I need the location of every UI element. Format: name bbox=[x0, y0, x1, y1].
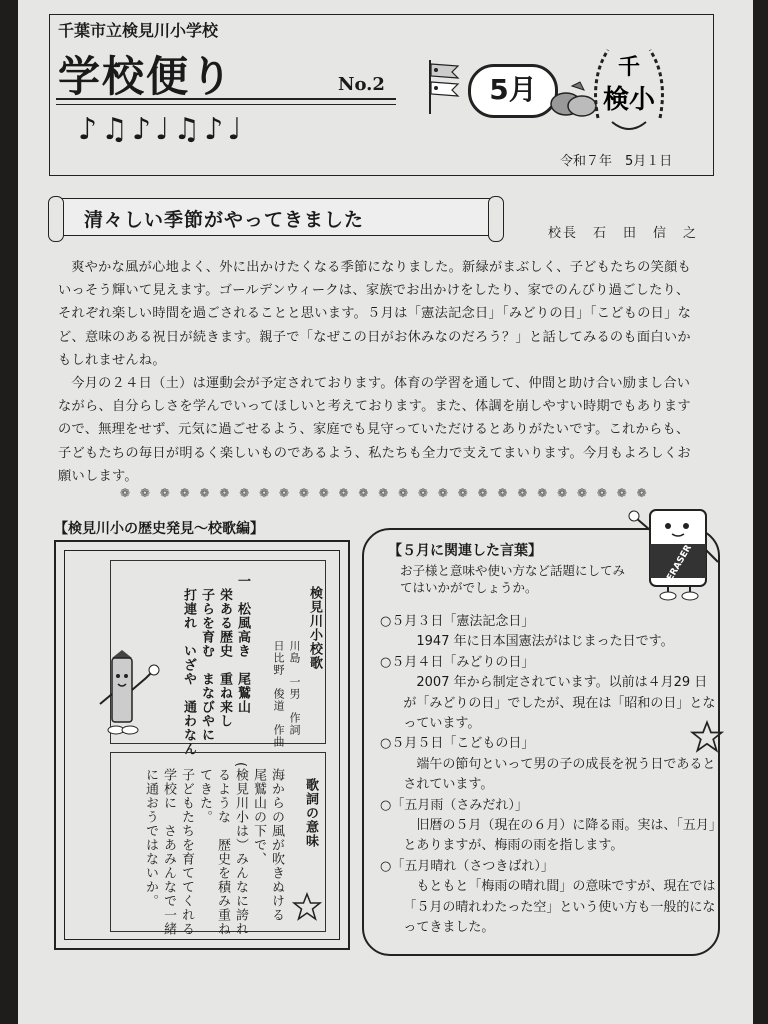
month-badge: 5月 bbox=[468, 64, 558, 118]
school-name: 千葉市立検見川小学校 bbox=[58, 21, 219, 40]
words-section-title: 【５月に関連した言葉】 bbox=[388, 543, 542, 559]
words-list-item bbox=[380, 612, 716, 653]
issue-number: No.2 bbox=[338, 74, 385, 95]
principal-name: 校長 石 田 信 之 bbox=[548, 226, 699, 241]
song-verse-line: 子らを育む まなびやに bbox=[199, 588, 214, 742]
lyrics-meaning-line: 子どもたちを育ててくれる bbox=[179, 768, 194, 936]
song-lyricist: 川島 一男 作詞 bbox=[288, 640, 301, 736]
word-heading: ○「五月雨（さみだれ）」 bbox=[380, 797, 528, 813]
word-description: 2007 年から制定されています。以前は４月29 日が「みどりの日」でしたが、現在は「昭和の日」となっています。 bbox=[403, 675, 716, 732]
school-emblem bbox=[588, 38, 670, 138]
eraser-character-icon bbox=[628, 500, 724, 608]
lyrics-meaning-line: てきた。 bbox=[197, 768, 212, 824]
star-icon bbox=[292, 892, 322, 922]
koinobori-icon bbox=[426, 58, 462, 114]
lyrics-meaning-title: 歌詞の意味 bbox=[303, 778, 318, 848]
words-list-item bbox=[380, 653, 716, 735]
lyrics-meaning-line: 尾鷲山の下で、 bbox=[251, 768, 266, 866]
article-heading: 清々しい季節がやってきました bbox=[84, 209, 365, 231]
title-underline bbox=[56, 98, 396, 105]
pencil-character-icon bbox=[82, 650, 170, 740]
lyrics-meaning-line: (検見川小は）みんなに誇れ bbox=[233, 762, 248, 937]
word-description: もともと「梅雨の晴れ間」の意味ですが、現在では「５月の晴れわたった空」という使い方も一般的になってきました。 bbox=[403, 879, 716, 936]
newsletter-title: 学校便り bbox=[58, 52, 235, 101]
lyrics-meaning-line: 海からの風が吹きぬける bbox=[269, 768, 284, 922]
history-section-title: 【検見川小の歴史発見～校歌編】 bbox=[54, 521, 264, 537]
banner-scroll-right bbox=[488, 196, 504, 242]
emblem-text: 検小 bbox=[602, 85, 656, 115]
article-body bbox=[58, 256, 698, 488]
song-verse-line: 打連れ いざや 通わなん bbox=[181, 588, 196, 756]
svg-text:千: 千 bbox=[617, 55, 641, 80]
words-list-item bbox=[380, 857, 716, 939]
article-paragraph: 爽やかな風が心地よく、外に出かけたくなる季節になりました。新緑がまぶしく、子どもたちの笑顔もいっそう輝いて見えます。ゴールデンウィークは、家族でお出かけをしたり、家でのんびり過ごしたり、それぞれ楽しい時間を過ごされることと思います。５月は「憲法記念日」「みどりの日」「こどもの日」など、意味のある祝日が続きます。親子で「なぜこの日がお休みなのだろう？」と話してみるのも面白いかもしれませんね。 bbox=[58, 260, 692, 368]
issue-date: 令和７年 5月１日 bbox=[560, 154, 673, 169]
word-description: 端午の節句といって男の子の成長を祝う日であるとされています。 bbox=[403, 756, 716, 793]
article-paragraph: 今月の２４日（土）は運動会が予定されております。体育の学習を通して、仲間と助け合い励まし合いながら、自分らしさを学んでいってほしいと考えております。また、体調を崩しやすい時期でもありますので、無理をせず、元気に過ごせるよう、家庭でも見守っていただけるとありがたいです。これからも、子どもたちの毎日が明るく楽しいものであるよう、私たちも全力で支えてまいります。今月もよろしくお願いします。 bbox=[58, 376, 691, 484]
word-heading: ○５月５日「こどもの日」 bbox=[380, 736, 535, 752]
song-composer: 日比野 俊道 作曲 bbox=[272, 640, 285, 748]
words-list bbox=[380, 612, 716, 939]
star-icon bbox=[690, 720, 724, 754]
lyrics-meaning-line: 学校に さあみんなで一緒 bbox=[161, 768, 176, 936]
eraser-label: ERASER bbox=[665, 543, 694, 583]
music-notes-decoration: ♪♫♪♩♫♪♩ bbox=[78, 112, 246, 147]
lyrics-meaning-line: に通おうではないか。 bbox=[143, 768, 158, 908]
song-verse-line: 一 松風高き 尾鷲山 bbox=[235, 574, 250, 714]
flower-divider: ❁ ❁ ❁ ❁ ❁ ❁ ❁ ❁ ❁ ❁ ❁ ❁ ❁ ❁ ❁ ❁ ❁ ❁ ❁ ❁ ❁ ❁ ❁ ❁ ❁ ❁ ❁ bbox=[120, 486, 650, 500]
word-description: 1947 年に日本国憲法がはじまった日です。 bbox=[416, 634, 674, 650]
word-heading: ○５月３日「憲法記念日」 bbox=[380, 614, 535, 629]
words-list-item bbox=[380, 734, 716, 795]
word-heading: ○「五月晴れ（さつきばれ）」 bbox=[380, 858, 554, 874]
word-heading: ○５月４日「みどりの日」 bbox=[380, 654, 535, 670]
lyrics-meaning-line: るような 歴史を積み重ね bbox=[215, 768, 230, 936]
words-list-item bbox=[380, 796, 716, 857]
song-title: 検見川小校歌 bbox=[307, 586, 322, 670]
word-description: 旧暦の５月（現在の６月）に降る雨。実は、「五月」とありますが、梅雨の雨を指します。 bbox=[403, 818, 716, 854]
banner-scroll-left bbox=[48, 196, 64, 242]
song-verse-line: 栄ある歴史 重ね来し bbox=[217, 588, 232, 728]
words-section-subtitle: お子様と意味や使い方など話題にしてみてはいかがでしょうか。 bbox=[400, 563, 626, 595]
